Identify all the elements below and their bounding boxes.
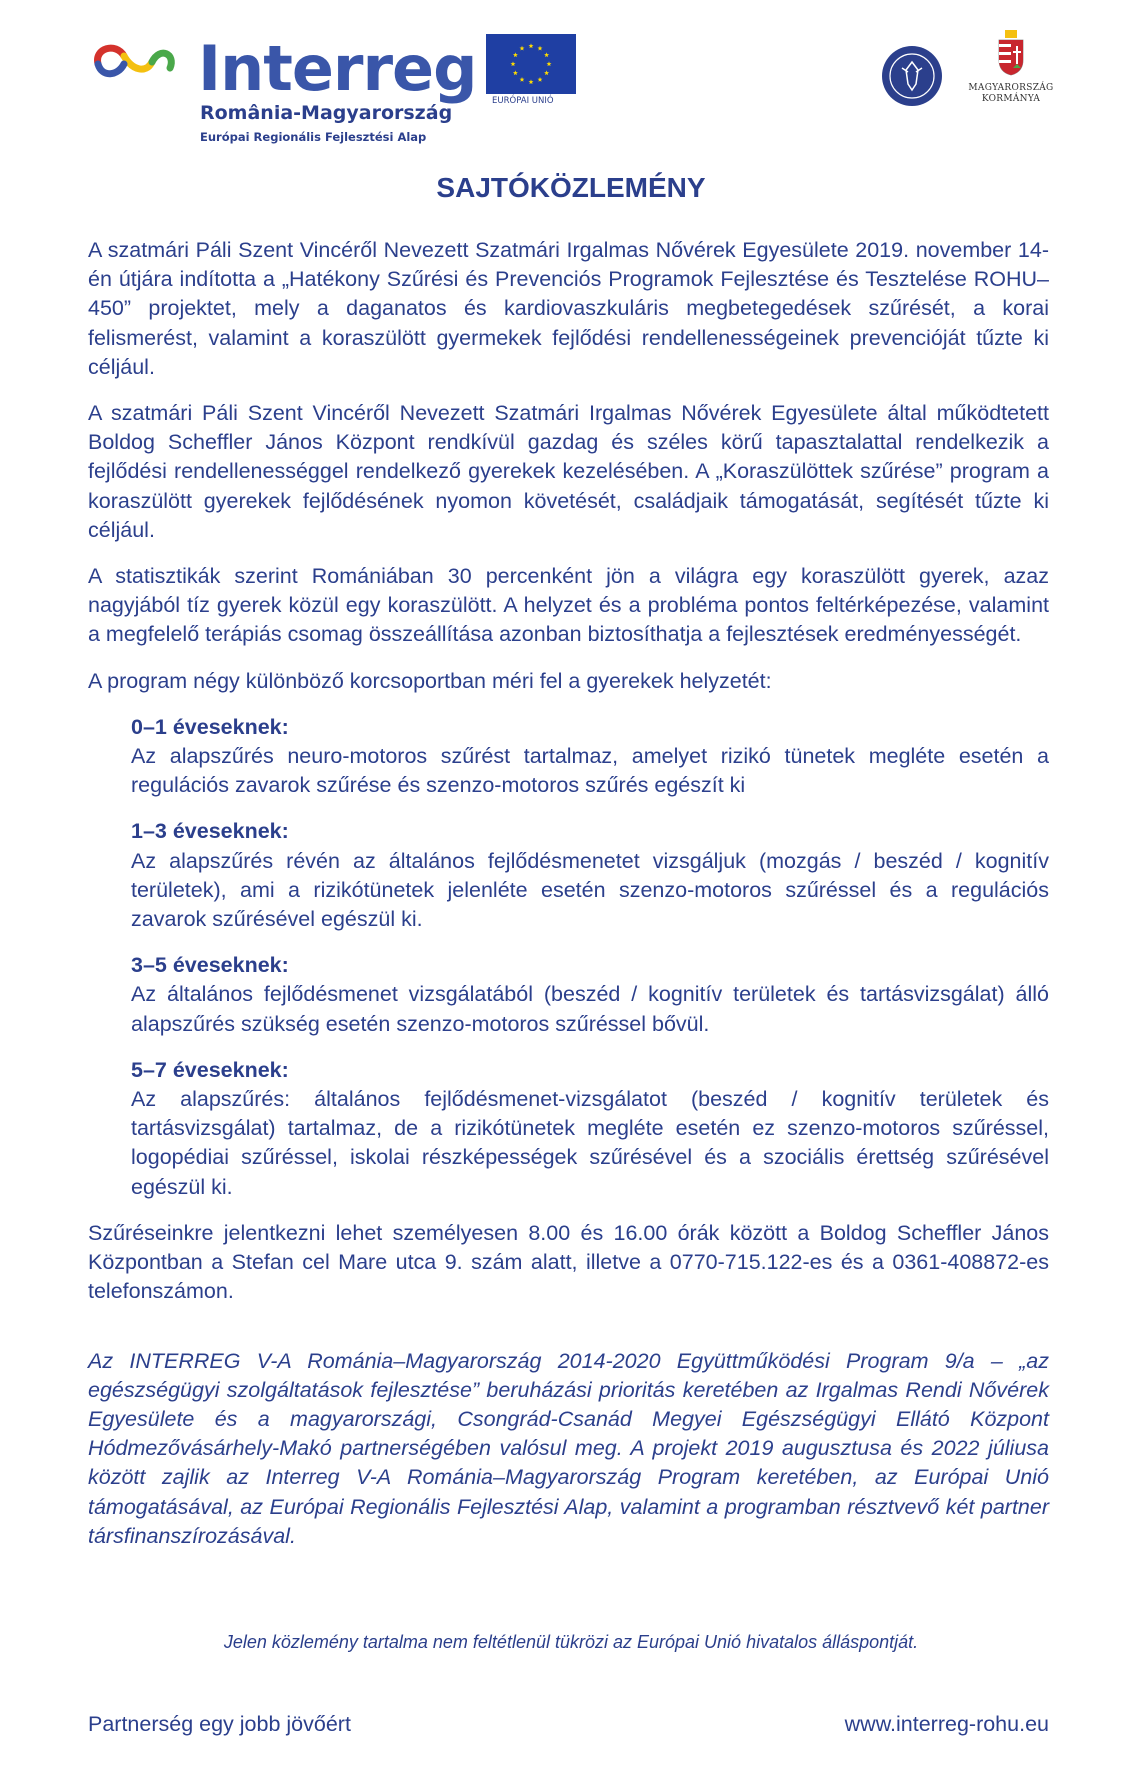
eu-caption: EURÓPAI UNIÓ [492,96,554,106]
gov-hu-caption-line-1: MAGYARORSZÁG [968,83,1054,93]
romanian-government-logo [880,44,944,113]
age-group-text: Az általános fejlődésmenet vizsgálatából (beszéd / kognitív területek és tartásvizsgálat) álló alapszűrés szükség esetén szenzo-motoros szűréssel bővül. [131,982,1049,1036]
age-group-heading: 1–3 éveseknek: [131,819,289,844]
age-group-text: Az alapszűrés: általános fejlődésmenet-vizsgálatot (beszéd / kognitív területek és tartásvizsgálat) tartalmaz, de a rizikótünetek megléte esetén ez szenzo-motoros szűréssel, logopédiai szűréssel, iskolai részképességek szűrésével és a szociális érettség szűrésével egészül ki. [131,1087,1049,1199]
eu-flag-icon [486,34,576,94]
paragraph-intro: A szatmári Páli Szent Vincéről Nevezett Szatmári Irgalmas Nővérek Egyesülete 2019. november 14-én útjára indította a „Hatékony Szűrési és Prevenciós Programok Fejlesztése és Tesztelése ROHU–450” projektet, mely a daganatos és kardiovaszkuláris megbetegedések szűrését, a korai felismerést, valamint a koraszülött gyermekek fejlődési rendellenességeinek prevencióját tűzte ki céljául. [88,238,1049,379]
brand-name: Interreg [198,32,477,105]
paragraph-statistics: A statisztikák szerint Romániában 30 percenként jön a világra egy koraszülött gyerek, azaz nagyjából tíz gyerek közül egy koraszülött. A helyzet és a probléma pontos feltérképezése, valamint a megfelelő terápiás csomag összeállítása azonban biztosíthatja a fejlesztések eredményességét. [88,564,1049,647]
hungarian-government-logo [966,30,1056,105]
brand-region: România-Magyarország [200,102,453,124]
eu-disclaimer: Jelen közlemény tartalma nem feltétlenül tükrözi az Európai Unió hivatalos álláspontját. [223,1632,919,1652]
romanian-government-seal-icon [880,44,944,108]
hungarian-coat-of-arms-icon [996,30,1026,76]
contact-paragraph: Szűréseinkre jelentkezni lehet személyesen 8.00 és 16.00 órák között a Boldog Scheffler János Központban a Stefan cel Mare utca 9. szám alatt, illetve a 0770-715.122-es és a 0361-408872-es telefonszámon. [88,1220,1049,1304]
page-header [0,0,1142,150]
age-group-list [131,713,1049,1202]
interreg-logo [88,32,477,144]
interreg-infinity-icon [88,34,178,84]
footer-website-link[interactable]: www.interreg-rohu.eu [844,1712,1049,1736]
paragraph-center: A szatmári Páli Szent Vincéről Nevezett Szatmári Irgalmas Nővérek Egyesülete által működtetett Boldog Scheffler János Központ rendkívül gazdag és széles körű tapasztalattal rendelkezik a fejlődési rendellenességgel rendelkező gyerekek kezelésében. A „Koraszülöttek szűrése” program a koraszülött gyerekek fejlődésének nyomon követését, családjaik támogatását, segítését tűzte ki céljául. [88,401,1049,542]
press-release-body [88,236,1049,1568]
age-group-text: Az alapszűrés neuro-motoros szűrést tartalmaz, amelyet rizikó tünetek megléte esetén a regulációs zavarok szűrése és szenzo-motoros szűrés egészít ki [131,744,1049,798]
age-group-text: Az alapszűrés révén az általános fejlődésmenetet vizsgáljuk (mozgás / beszéd / kognitív területek), ami a rizikótünetek jelenléte esetén szenzo-motoros szűréssel és a regulációs zavarok szűrésével egészül ki. [131,848,1049,932]
eu-logo [486,34,576,112]
footer-slogan: Partnerség egy jobb jövőért [88,1712,351,1736]
age-group-heading: 0–1 éveseknek: [131,714,289,739]
paragraph-program-intro: A program négy különböző korcsoportban méri fel a gyerekek helyzetét: [88,668,772,693]
gov-hu-caption [966,83,1056,105]
gov-hu-caption-line-2: KORMÁNYA [981,94,1041,104]
age-group-heading: 5–7 éveseknek: [131,1057,289,1082]
page-title: SAJTÓKÖZLEMÉNY [436,172,706,203]
brand-fund: Európai Regionális Fejlesztési Alap [200,130,427,144]
age-group-heading: 3–5 éveseknek: [131,953,289,978]
program-funding-note: Az INTERREG V-A Románia–Magyarország 2014-2020 Együttműködési Program 9/a – „az egészségügyi szolgáltatások fejlesztése” beruházási prioritás keretében az Irgalmas Rendi Nővérek Egyesülete és a magyarországi, Csongrád-Csanád Megyei Egészségügyi Ellátó Központ Hódmezővásárhely-Makó partnerségében valósul meg. A projekt 2019 augusztusa és 2022 júliusa között zajlik az Interreg V-A Románia–Magyarország Program keretében, az Európai Unió támogatásával, az Európai Regionális Fejlesztési Alap, valamint a programban résztvevő két partner társfinanszírozásával. [88,1348,1049,1548]
